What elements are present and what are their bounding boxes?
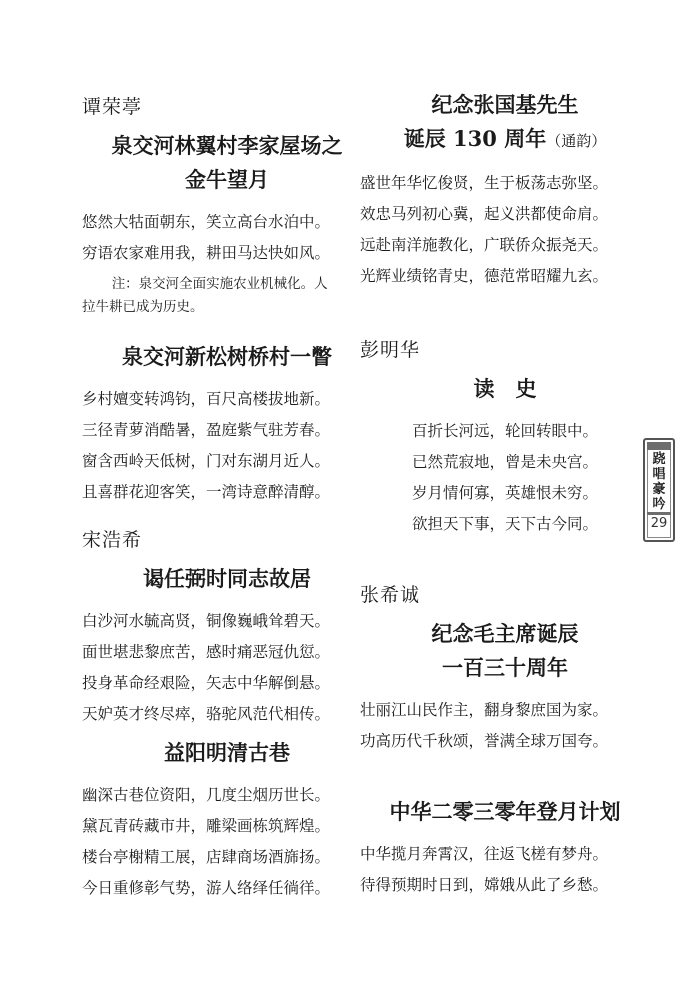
poem-note xyxy=(82,273,372,319)
section-name xyxy=(645,452,673,512)
poem-line: 黛瓦青砖藏市井，雕梁画栋筑辉煌。 xyxy=(82,817,331,835)
poem-title xyxy=(360,88,650,158)
poem-line: 岁月情何寡，英雄恨未穷。 xyxy=(411,484,598,502)
poem-title-line: 纪念毛主席诞辰 xyxy=(431,621,579,646)
poem-block-2 xyxy=(82,340,372,508)
poem-title-suffix: （通韵） xyxy=(546,132,607,150)
poem-line: 远赴南洋施教化，广联侨众振尧天。 xyxy=(360,236,609,254)
poem-line: 幽深古巷位资阳，几度尘烟历世长。 xyxy=(82,786,331,804)
poem-block-8 xyxy=(360,795,650,901)
poem-title: 泉交河新松树桥村一瞥 xyxy=(122,344,332,369)
poem-block-5 xyxy=(360,88,650,292)
tab-divider xyxy=(647,512,671,515)
poem-author: 彭明华 xyxy=(360,339,421,361)
poem-title: 益阳明清古巷 xyxy=(164,740,290,765)
poem-note-line: 拉牛耕已成为历史。 xyxy=(82,299,204,315)
poem-title-line: 泉交河林翼村李家屋场之 xyxy=(111,133,343,158)
poem-title-line: 一百三十周年 xyxy=(442,655,568,680)
poem-title-line: 金牛望月 xyxy=(185,167,269,192)
tab-top-band xyxy=(647,442,671,450)
section-name-char: 吟 xyxy=(652,497,666,512)
poem-title xyxy=(82,129,372,197)
section-tab xyxy=(643,438,675,542)
poem-line: 三径青萝消酷暑，盈庭紫气驻芳春。 xyxy=(82,421,331,439)
poem-line: 盛世年华忆俊贤，生于板荡志弥坚。 xyxy=(360,174,609,192)
poem-line: 待得预期时日到，嫦娥从此了乡愁。 xyxy=(360,876,609,894)
poem-line: 窗含西岭天低树，门对东湖月近人。 xyxy=(82,452,331,470)
poem-title-text: 诞辰 130 周年 xyxy=(403,126,547,151)
poem-line: 今日重修彰气势，游人络绎任徜徉。 xyxy=(82,879,331,897)
poem-line: 白沙河水毓高贤，铜像巍峨耸碧天。 xyxy=(82,612,331,630)
poem-block-7 xyxy=(360,580,650,757)
poem-line: 欲担天下事，天下古今同。 xyxy=(411,515,598,533)
poem-title: 中华二零三零年登月计划 xyxy=(389,799,621,824)
poem-block-1 xyxy=(82,92,372,319)
page-number: 29 xyxy=(650,516,668,531)
poem-note-line: 注：泉交河全面实施农业机械化。人 xyxy=(111,276,328,292)
poem-block-6 xyxy=(360,335,650,540)
poem-line: 效忠马列初心冀，起义洪都使命肩。 xyxy=(360,205,609,223)
section-name-char: 豪 xyxy=(652,482,666,497)
poem-title xyxy=(360,617,650,685)
poem-line: 乡村嬗变转鸿钧，百尺高楼拔地新。 xyxy=(82,390,331,408)
poem-title: 读 史 xyxy=(473,376,537,401)
poem-line: 且喜群花迎客笑，一湾诗意醉清醇。 xyxy=(82,483,331,501)
poem-line: 穷语农家难用我，耕田马达快如风。 xyxy=(82,244,331,262)
poem-author: 宋浩希 xyxy=(82,529,143,551)
section-name-char: 唱 xyxy=(652,467,666,482)
poem-line: 悠然大牯面朝东，笑立高台水泊中。 xyxy=(82,213,331,231)
section-name-char: 跷 xyxy=(652,452,666,467)
poem-title-line: 纪念张国基先生 xyxy=(431,92,579,117)
poem-line: 已然荒寂地，曾是未央宫。 xyxy=(411,453,598,471)
poem-line: 楼台亭榭精工展，店肆商场酒旆扬。 xyxy=(82,848,331,866)
poem-author: 张希诚 xyxy=(360,584,421,606)
poem-line: 中华揽月奔霄汉，往返飞槎有梦舟。 xyxy=(360,845,609,863)
poem-line: 面世堪悲黎庶苦，感时痛恶冠仇愆。 xyxy=(82,643,331,661)
poem-author: 谭荣葶 xyxy=(82,96,143,118)
poem-line: 功高历代千秋颂，誉满全球万国夸。 xyxy=(360,732,609,750)
poem-block-4 xyxy=(82,736,372,904)
poem-line: 壮丽江山民作主，翻身黎庶国为家。 xyxy=(360,701,609,719)
poem-title-line xyxy=(360,122,650,158)
poem-line: 光辉业绩铭青史，德范常昭耀九玄。 xyxy=(360,267,609,285)
poem-line: 百折长河远，轮回转眼中。 xyxy=(411,422,598,440)
poem-line: 投身革命经艰险，矢志中华解倒悬。 xyxy=(82,674,331,692)
poem-title: 谒任弼时同志故居 xyxy=(143,566,311,591)
poem-block-3 xyxy=(82,525,372,730)
poem-line: 天妒英才终尽瘁，骆驼风范代相传。 xyxy=(82,705,331,723)
